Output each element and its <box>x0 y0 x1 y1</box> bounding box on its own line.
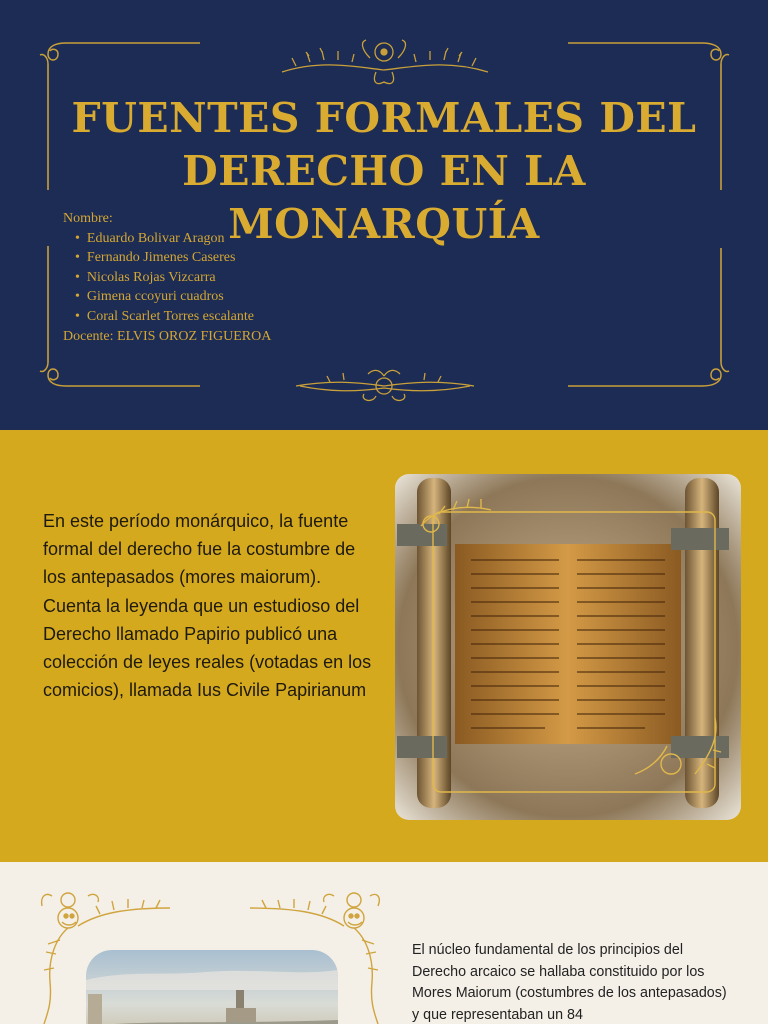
student-name: • Eduardo Bolivar Aragon <box>75 229 271 249</box>
mores-maiorum-paragraph: El núcleo fundamental de los principios del Derecho arcaico se hallaba constituido por los Mores Maiorum (costumbres de los antepasados) y que representaban un 84 <box>412 942 727 1023</box>
floral-ornament-icon <box>282 40 488 84</box>
student-name: • Gimena ccoyuri cuadros <box>75 287 271 307</box>
corner-scroll-icon <box>702 362 729 386</box>
student-list <box>63 229 271 327</box>
parchment-scroll-image <box>395 474 741 820</box>
author-info <box>63 209 271 346</box>
mores-maiorum-section <box>0 862 768 1024</box>
title-line-2: DERECHO EN LA MONARQUÍA <box>182 147 586 248</box>
student-name: • Coral Scarlet Torres escalante <box>75 307 271 327</box>
student-name: • Fernando Jimenes Caseres <box>75 248 271 268</box>
seascape-painting-image <box>86 950 338 1024</box>
student-name: • Nicolas Rojas Vizcarra <box>75 268 271 288</box>
title-line-1: FUENTES FORMALES DEL <box>71 94 697 142</box>
floral-ornament-icon <box>296 370 474 400</box>
corner-scroll-icon <box>702 43 729 64</box>
corner-scroll-icon <box>40 43 66 64</box>
title-section <box>0 0 768 430</box>
corner-scroll-icon <box>40 362 66 386</box>
nombre-label: Nombre: <box>63 211 113 226</box>
monarchy-paragraph: En este período monárquico, la fuente formal del derecho fue la costumbre de los antepasados (mores maiorum). Cuenta la leyenda que un estudioso del Derecho llamado Papirio publicó una colección de leyes reales (votadas en los comicios), llamada Ius Civile Papirianum <box>43 511 372 701</box>
docente-line: Docente: ELVIS OROZ FIGUEROA <box>63 328 272 344</box>
monarchy-section <box>0 430 768 862</box>
